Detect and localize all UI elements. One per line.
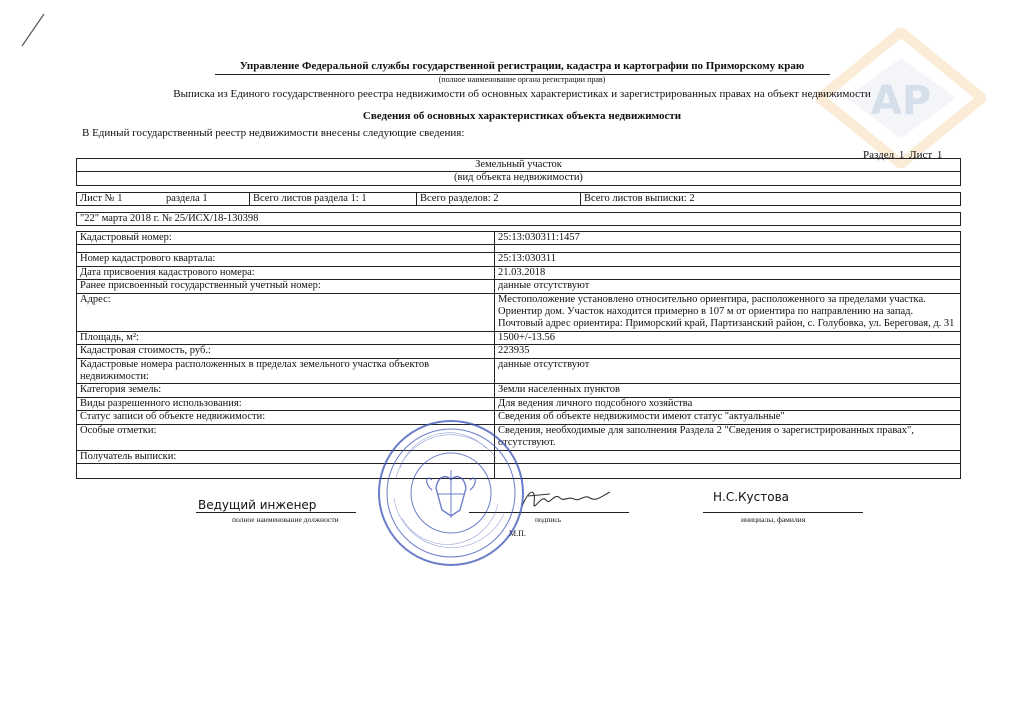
position-rule — [196, 512, 356, 513]
total-section-sheets: Всего листов раздела 1: 1 — [250, 193, 417, 206]
signer-position: Ведущий инженер — [198, 498, 317, 512]
row-label: Получатель выписки: — [77, 450, 495, 463]
signature-caption: подпись — [535, 515, 562, 524]
row-value: 223935 — [495, 345, 961, 358]
object-type-caption: (вид объекта недвижимости) — [77, 172, 961, 185]
object-type-table — [76, 158, 961, 186]
row-value: Земли населенных пунктов — [495, 384, 961, 397]
row-value: данные отсутствуют — [495, 280, 961, 293]
table-row — [77, 266, 961, 279]
row-label: Статус записи об объекте недвижимости: — [77, 411, 495, 424]
row-label: Номер кадастрового квартала: — [77, 253, 495, 266]
date-table — [76, 212, 961, 226]
row-label: Виды разрешенного использования: — [77, 397, 495, 410]
row-label: Ранее присвоенный государственный учетный номер: — [77, 280, 495, 293]
sheet-section: раздела 1 — [163, 193, 250, 206]
signer-name: Н.С.Кустова — [713, 490, 790, 504]
row-gap — [77, 245, 961, 253]
sheets-table — [76, 192, 961, 206]
scan-mark — [18, 10, 48, 50]
table-row — [77, 397, 961, 410]
row-label: Кадастровая стоимость, руб.: — [77, 345, 495, 358]
handwritten-signature — [520, 482, 612, 516]
total-extract-sheets: Всего листов выписки: 2 — [581, 193, 961, 206]
row-label: Адрес: — [77, 293, 495, 331]
row-label: Особые отметки: — [77, 424, 495, 450]
row-value: 1500+/-13.56 — [495, 331, 961, 344]
row-value — [495, 450, 961, 463]
row-value: Для ведения личного подсобного хозяйства — [495, 397, 961, 410]
name-caption: инициалы, фамилия — [741, 515, 806, 524]
table-row — [77, 253, 961, 266]
table-row — [77, 232, 961, 245]
row-value: 21.03.2018 — [495, 266, 961, 279]
row-value: Сведения, необходимые для заполнения Раздела 2 "Сведения о зарегистрированных правах", отсутствуют. — [495, 424, 961, 450]
sheet-number: Лист № 1 — [77, 193, 164, 206]
table-row — [77, 384, 961, 397]
intro-text: В Единый государственный реестр недвижимости внесены следующие сведения: — [82, 127, 465, 139]
row-value: 25:13:030311 — [495, 253, 961, 266]
total-sections: Всего разделов: 2 — [417, 193, 581, 206]
extract-title: Выписка из Единого государственного реестра недвижимости об основных характеристиках и зарегистрированных правах на объект недвижимости — [173, 88, 871, 100]
svg-text:АР: АР — [870, 78, 932, 124]
row-label: Категория земель: — [77, 384, 495, 397]
row-label: Кадастровые номера расположенных в пределах земельного участка объектов недвижимости: — [77, 358, 495, 384]
official-seal-stamp — [376, 418, 526, 568]
section-sheet-ref: Раздел 1 Лист 1 — [863, 149, 943, 161]
row-value: Сведения об объекте недвижимости имеют статус "актуальные" — [495, 411, 961, 424]
row-label: Кадастровый номер: — [77, 232, 495, 245]
table-row — [77, 331, 961, 344]
row-value: Местоположение установлено относительно ориентира, расположенного за пределами участка. Ориентир дом. Участок находится примерно в 107 м от ориентира по направлению на запад. Почтовый адрес ориентира: Приморский край, Партизанский район, с. Голубовка, ул. Береговая, д. 31 — [495, 293, 961, 331]
agency-caption: (полное наименование органа регистрации прав) — [438, 75, 606, 84]
position-caption: полное наименование должности — [232, 515, 339, 524]
table-row — [77, 293, 961, 331]
row-value: 25:13:030311:1457 — [495, 232, 961, 245]
object-type: Земельный участок — [77, 159, 961, 172]
extract-date-number: "22" марта 2018 г. № 25/ИСХ/18-130398 — [77, 213, 961, 226]
row-label: Площадь, м²: — [77, 331, 495, 344]
table-row — [77, 358, 961, 384]
name-rule — [703, 512, 863, 513]
stamp-place-mark: М.П. — [509, 529, 526, 538]
row-label: Дата присвоения кадастрового номера: — [77, 266, 495, 279]
table-row — [77, 345, 961, 358]
row-value: данные отсутствуют — [495, 358, 961, 384]
section-title: Сведения об основных характеристиках объекта недвижимости — [362, 110, 682, 122]
agency-name: Управление Федеральной службы государственной регистрации, кадастра и картографии по Приморскому краю — [239, 60, 805, 72]
table-row — [77, 280, 961, 293]
